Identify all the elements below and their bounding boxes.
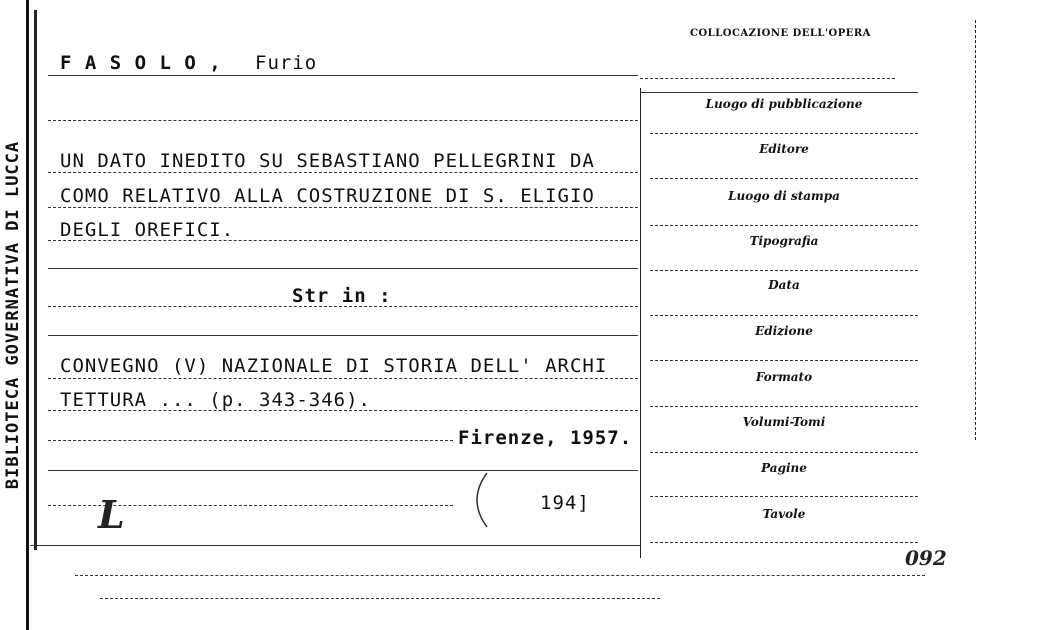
field-pagine: Pagine xyxy=(761,461,807,475)
field-rule-9 xyxy=(650,496,918,497)
field-volumi-tomi: Volumi-Tomi xyxy=(742,415,826,429)
blank-rule-2 xyxy=(48,268,638,269)
blank-rule-3 xyxy=(48,335,638,336)
bottom-rule-2 xyxy=(75,575,925,576)
source-line-1: CONVEGNO (V) NAZIONALE DI STORIA DELL' ARCHI xyxy=(60,355,608,377)
title-rule-1 xyxy=(48,172,638,173)
corner-note: 092 xyxy=(905,546,947,570)
place-date: Firenze, 1957. xyxy=(458,427,633,449)
right-panel-header: COLLOCAZIONE DELL'OPERA xyxy=(690,28,871,39)
title-line-2: COMO RELATIVO ALLA COSTRUZIONE DI S. ELIGIO xyxy=(60,185,595,207)
field-luogo-pubblicazione: Luogo di pubblicazione xyxy=(705,97,863,111)
shelf-mark: 194] xyxy=(540,492,590,514)
in-label: Str in : xyxy=(292,285,392,307)
author-rule xyxy=(48,75,638,76)
place-rule xyxy=(48,440,453,441)
field-rule-10 xyxy=(650,542,918,543)
library-stamp xyxy=(0,0,29,630)
field-rule-3 xyxy=(650,225,918,226)
field-rule-1 xyxy=(650,133,918,134)
field-tipografia: Tipografia xyxy=(749,234,819,248)
margin-line xyxy=(34,10,37,550)
field-rule-2 xyxy=(650,178,918,179)
blank-rule-4 xyxy=(48,470,638,471)
author-surname: F A S O L O , xyxy=(60,52,222,74)
blank-rule-1 xyxy=(48,120,638,121)
panel-divider xyxy=(640,88,641,558)
title-rule-2 xyxy=(48,207,638,208)
author-name: Furio xyxy=(255,52,318,74)
field-rule-6 xyxy=(650,360,918,361)
field-data: Data xyxy=(768,278,800,292)
source-rule-2 xyxy=(48,410,638,411)
title-line-1: UN DATO INEDITO SU SEBASTIANO PELLEGRINI DA xyxy=(60,150,595,172)
bottom-rule xyxy=(30,545,640,546)
title-rule-3 xyxy=(48,240,638,241)
field-rule-8 xyxy=(650,452,918,453)
panel-top-rule xyxy=(640,92,918,93)
title-line-3: DEGLI OREFICI. xyxy=(60,219,235,241)
library-stamp-text: BIBLIOTECA GOVERNATIVA DI LUCCA xyxy=(3,140,23,490)
header-rule xyxy=(640,78,895,79)
source-line-2: TETTURA ... (p. 343-346). xyxy=(60,389,371,411)
card-right-edge xyxy=(975,20,976,440)
field-formato: Formato xyxy=(755,370,813,384)
field-luogo-stampa: Luogo di stampa xyxy=(728,189,840,203)
field-rule-4 xyxy=(650,270,918,271)
field-tavole: Tavole xyxy=(762,507,806,521)
in-rule xyxy=(48,306,638,307)
bottom-rule-3 xyxy=(100,598,660,599)
bracket-mark xyxy=(462,470,492,530)
field-edizione: Edizione xyxy=(755,324,813,338)
field-rule-5 xyxy=(650,315,918,316)
field-rule-7 xyxy=(650,406,918,407)
source-rule-1 xyxy=(48,378,638,379)
handwritten-letter: L xyxy=(98,492,125,537)
field-editore: Editore xyxy=(759,142,809,156)
